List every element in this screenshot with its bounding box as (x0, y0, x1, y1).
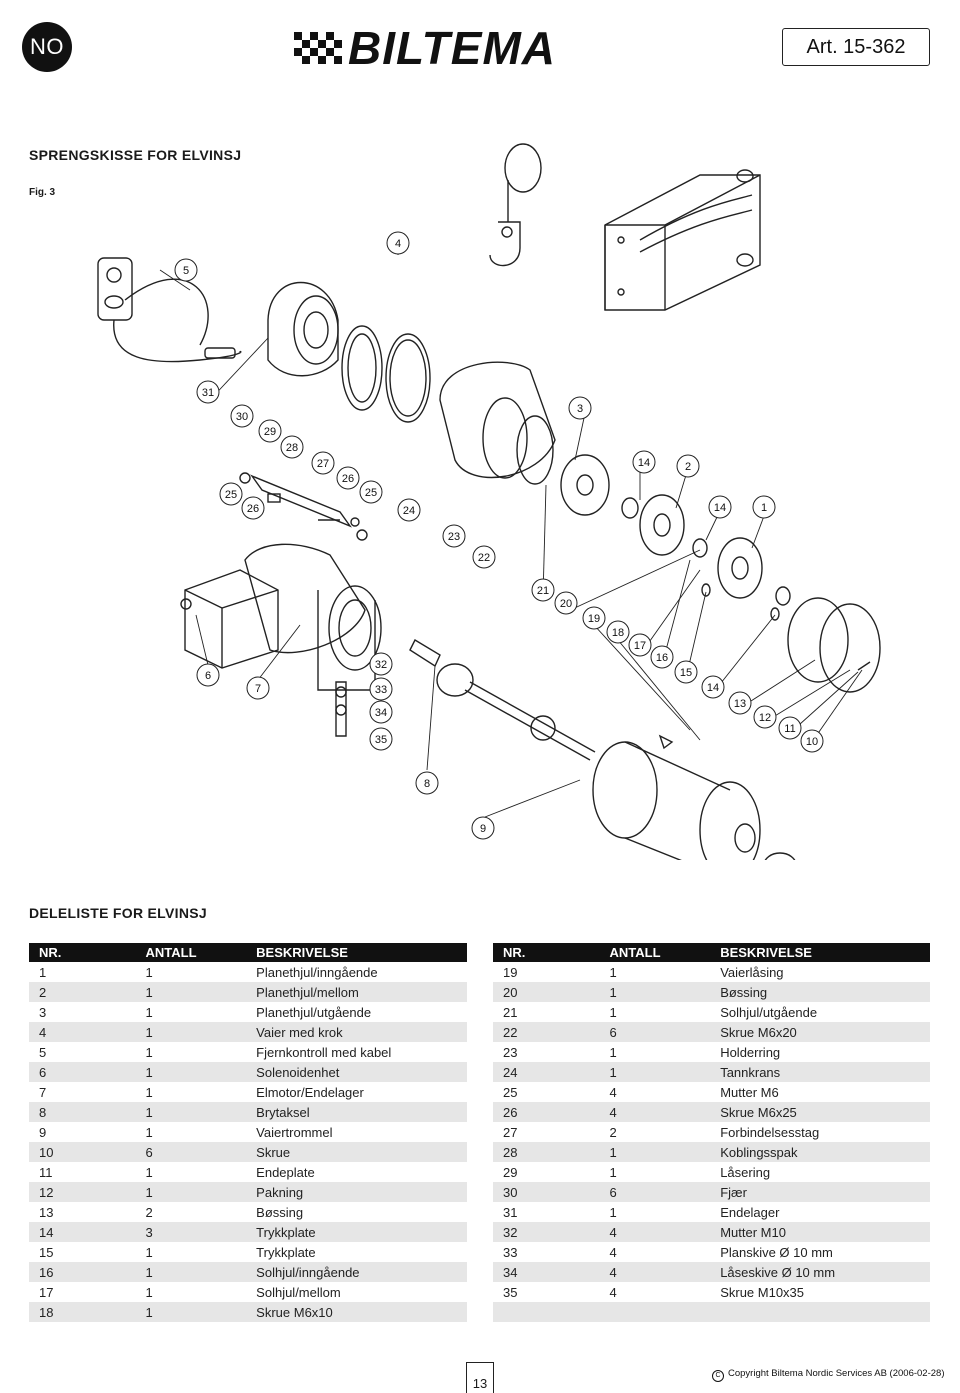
diagram-title: SPRENGSKISSE FOR ELVINSJ (29, 147, 242, 163)
remote-control-part (98, 258, 132, 320)
svg-text:20: 20 (559, 598, 573, 610)
svg-text:29: 29 (263, 426, 277, 438)
page-header (0, 0, 960, 96)
svg-text:5: 5 (182, 265, 190, 277)
cell-nr: 4 (29, 1022, 136, 1042)
cell-quantity: 4 (600, 1102, 711, 1122)
cell-quantity: 3 (136, 1222, 247, 1242)
cell-nr: 14 (29, 1222, 136, 1242)
table-row (493, 1262, 930, 1282)
svg-text:33: 33 (374, 684, 388, 696)
cell-quantity: 6 (600, 1022, 711, 1042)
table-row (29, 1002, 467, 1022)
cell-nr: 26 (493, 1102, 600, 1122)
svg-text:3: 3 (576, 403, 584, 415)
cell-nr: 25 (503, 1084, 518, 1100)
cell-description: Skrue M6x20 (710, 1022, 930, 1042)
table-row (29, 1082, 467, 1102)
parts-table-left (29, 943, 467, 1322)
cell-quantity: 4 (609, 1284, 617, 1300)
table-header-row (493, 943, 930, 962)
page-number: 13 (466, 1362, 494, 1393)
cell-quantity: 1 (136, 1262, 247, 1282)
cell-quantity: 1 (609, 964, 617, 980)
svg-text:31: 31 (201, 387, 215, 399)
cell-description: Mutter M6 (720, 1084, 779, 1100)
callout-18 (607, 621, 629, 643)
svg-text:35: 35 (374, 734, 388, 746)
callout-29 (259, 420, 281, 442)
table-row (493, 1082, 930, 1102)
table-row (493, 1042, 930, 1062)
cell-description: Endeplate (256, 1164, 315, 1180)
table-row (493, 982, 930, 1002)
cell-nr: 10 (29, 1142, 136, 1162)
table-row (29, 1182, 467, 1202)
cell-description: Holderring (720, 1044, 781, 1060)
cell-quantity (600, 1302, 711, 1322)
cell-quantity: 1 (609, 1204, 617, 1220)
table-row (29, 1202, 467, 1222)
svg-text:12: 12 (758, 712, 772, 724)
svg-text:32: 32 (374, 659, 388, 671)
callout-33 (370, 678, 392, 700)
table-row (493, 1202, 930, 1222)
callout-14a (633, 451, 655, 473)
cell-nr: 12 (29, 1182, 136, 1202)
callout-22 (473, 546, 495, 568)
callout-26b (242, 497, 264, 519)
table-row (493, 1142, 930, 1162)
cell-description: Trykkplate (256, 1244, 316, 1260)
table-row (493, 1022, 930, 1042)
cell-description: Solhjul/mellom (256, 1284, 341, 1300)
callout-2 (677, 455, 699, 477)
cell-nr: 8 (29, 1102, 136, 1122)
cell-quantity: 2 (145, 1204, 153, 1220)
callout-26a (337, 467, 359, 489)
callout-32 (370, 653, 392, 675)
cell-nr: 7 (39, 1084, 47, 1100)
cell-nr: 2 (29, 982, 136, 1002)
callout-24 (398, 499, 420, 521)
cell-description: Tannkrans (710, 1062, 930, 1082)
cell-description: Elmotor/Endelager (256, 1084, 364, 1100)
svg-text:7: 7 (254, 683, 262, 695)
callout-12 (754, 706, 776, 728)
exploded-view-diagram (0, 140, 960, 860)
cell-description: Planethjul/mellom (246, 982, 467, 1002)
language-badge: NO (22, 22, 72, 72)
cell-nr: 30 (493, 1182, 600, 1202)
svg-text:13: 13 (733, 698, 747, 710)
cell-description: Vaiertrommel (256, 1124, 333, 1140)
svg-text:1: 1 (760, 502, 768, 514)
callout-16 (651, 646, 673, 668)
callout-14b (709, 496, 731, 518)
callout-9 (472, 817, 494, 839)
callout-11 (779, 717, 801, 739)
cell-description: Skrue (246, 1142, 467, 1162)
cell-quantity: 1 (145, 1284, 153, 1300)
cell-quantity: 1 (145, 1004, 153, 1020)
cell-description: Solhjul/inngående (246, 1262, 467, 1282)
svg-text:25: 25 (364, 487, 378, 499)
cell-description: Brytaksel (246, 1102, 467, 1122)
cell-nr: 27 (503, 1124, 518, 1140)
cell-quantity: 4 (609, 1084, 617, 1100)
cell-nr: 28 (493, 1142, 600, 1162)
cell-description: Skrue M6x10 (246, 1302, 467, 1322)
biltema-logo (290, 22, 670, 74)
svg-text:2: 2 (684, 461, 692, 473)
cell-nr: 23 (503, 1044, 518, 1060)
cell-quantity: 6 (600, 1182, 711, 1202)
cell-description: Koblingsspak (710, 1142, 930, 1162)
table-row (29, 1242, 467, 1262)
callout-25b (360, 481, 382, 503)
cell-description: Planskive Ø 10 mm (720, 1244, 833, 1260)
svg-text:14: 14 (713, 502, 727, 514)
cell-nr: 34 (493, 1262, 600, 1282)
cell-description: Skrue M6x25 (710, 1102, 930, 1122)
svg-text:21: 21 (536, 585, 550, 597)
cell-quantity: 1 (600, 982, 711, 1002)
cell-nr: 33 (503, 1244, 518, 1260)
parts-table-right (493, 943, 930, 1322)
cell-description: Vaier med krok (246, 1022, 467, 1042)
article-number: Art. 15-362 (782, 28, 930, 66)
cell-nr: 6 (29, 1062, 136, 1082)
table-row (493, 1222, 930, 1242)
cell-quantity: 1 (145, 1164, 153, 1180)
svg-text:9: 9 (479, 823, 487, 835)
table-row (29, 982, 467, 1002)
svg-text:26: 26 (341, 473, 355, 485)
callout-30 (231, 405, 253, 427)
cell-description: Låseskive Ø 10 mm (710, 1262, 930, 1282)
callout-8 (416, 772, 438, 794)
cell-nr: 16 (29, 1262, 136, 1282)
copyright-icon: C (712, 1370, 724, 1382)
cell-nr: 19 (503, 964, 518, 980)
callout-10 (801, 730, 823, 752)
table-row (29, 1262, 467, 1282)
table-row (493, 1102, 930, 1122)
table-row (493, 1242, 930, 1262)
cell-description: Fjernkontroll med kabel (256, 1044, 392, 1060)
callout-19 (583, 607, 605, 629)
svg-text:14: 14 (706, 682, 720, 694)
cell-nr: 22 (493, 1022, 600, 1042)
cell-quantity: 1 (136, 1062, 247, 1082)
callout-35 (370, 728, 392, 750)
svg-text:14: 14 (637, 457, 651, 469)
column-header-description: BESKRIVELSE (710, 943, 930, 962)
copyright-notice (712, 1368, 944, 1382)
cell-quantity: 1 (145, 1084, 153, 1100)
table-row (29, 1142, 467, 1162)
svg-text:30: 30 (235, 411, 249, 423)
callout-7 (247, 677, 269, 699)
svg-text:16: 16 (655, 652, 669, 664)
svg-text:4: 4 (394, 238, 402, 250)
column-header-quantity: ANTALL (136, 943, 247, 962)
svg-text:23: 23 (447, 531, 461, 543)
table-header-row (29, 943, 467, 962)
svg-text:25: 25 (224, 489, 238, 501)
cell-quantity: 1 (136, 1102, 247, 1122)
cell-nr (493, 1302, 600, 1322)
cell-quantity: 4 (600, 1222, 711, 1242)
cell-description: Bøssing (256, 1204, 304, 1220)
parts-list-title: DELELISTE FOR ELVINSJ (29, 905, 207, 921)
cell-nr: 31 (503, 1204, 518, 1220)
table-row (493, 1182, 930, 1202)
table-row (493, 1002, 930, 1022)
cell-quantity: 1 (145, 1124, 153, 1140)
callout-1 (753, 496, 775, 518)
cell-nr: 1 (39, 964, 47, 980)
checkered-flag-icon (290, 26, 350, 70)
cell-quantity: 1 (145, 1044, 153, 1060)
cell-nr: 21 (503, 1004, 518, 1020)
cell-nr: 17 (39, 1284, 54, 1300)
cell-description: Skrue M10x35 (720, 1284, 805, 1300)
svg-text:18: 18 (611, 627, 625, 639)
cell-quantity: 1 (609, 1044, 617, 1060)
column-header-description: BESKRIVELSE (246, 943, 467, 962)
cell-quantity: 1 (136, 1302, 247, 1322)
cell-quantity: 2 (609, 1124, 617, 1140)
cell-quantity: 1 (600, 1062, 711, 1082)
table-row-empty (493, 1302, 930, 1322)
svg-text:28: 28 (285, 442, 299, 454)
table-row (493, 1122, 930, 1142)
callout-13 (729, 692, 751, 714)
callout-27 (312, 452, 334, 474)
table-row (29, 1102, 467, 1122)
svg-text:27: 27 (316, 458, 330, 470)
cell-nr: 18 (29, 1302, 136, 1322)
callout-21 (532, 579, 554, 601)
cell-quantity: 1 (136, 1022, 247, 1042)
cell-description: Solenoidenhet (246, 1062, 467, 1082)
table-row (29, 1222, 467, 1242)
cell-description: Bøssing (710, 982, 930, 1002)
cell-description: Pakning (246, 1182, 467, 1202)
callout-34 (370, 701, 392, 723)
cell-nr: 20 (493, 982, 600, 1002)
callout-17 (629, 634, 651, 656)
callout-4 (387, 232, 409, 254)
callout-14c (702, 676, 724, 698)
table-row (29, 1162, 467, 1182)
table-row (493, 962, 930, 982)
svg-text:17: 17 (633, 640, 647, 652)
cell-quantity: 1 (145, 1244, 153, 1260)
cell-quantity: 1 (609, 1004, 617, 1020)
cell-nr: 24 (493, 1062, 600, 1082)
table-row (29, 1022, 467, 1042)
svg-text:11: 11 (784, 723, 796, 735)
table-row (29, 1062, 467, 1082)
table-row (29, 962, 467, 982)
svg-text:19: 19 (587, 613, 601, 625)
copyright-text: Copyright Biltema Nordic Services AB (2006-02-28) (728, 1368, 945, 1379)
callout-20 (555, 592, 577, 614)
cell-quantity: 1 (609, 1164, 617, 1180)
svg-text:15: 15 (679, 667, 693, 679)
callout-6 (197, 664, 219, 686)
callout-25a (220, 483, 242, 505)
table-row (29, 1282, 467, 1302)
cell-nr: 5 (39, 1044, 47, 1060)
callout-23 (443, 525, 465, 547)
cell-quantity: 1 (136, 982, 247, 1002)
cell-description: Planethjul/inngående (256, 964, 378, 980)
cell-nr: 32 (493, 1222, 600, 1242)
svg-text:26: 26 (246, 503, 260, 515)
cell-quantity: 1 (600, 1142, 711, 1162)
callout-31 (197, 381, 219, 403)
cell-quantity: 6 (136, 1142, 247, 1162)
cell-quantity: 4 (600, 1262, 711, 1282)
table-row (29, 1042, 467, 1062)
svg-text:22: 22 (477, 552, 491, 564)
cell-description: Trykkplate (246, 1222, 467, 1242)
svg-text:34: 34 (374, 707, 388, 719)
table-row (29, 1302, 467, 1322)
callout-5 (175, 259, 197, 281)
table-row (493, 1162, 930, 1182)
callout-3 (569, 397, 591, 419)
svg-text:6: 6 (204, 670, 212, 682)
table-row (493, 1062, 930, 1082)
cell-description: Solhjul/utgående (720, 1004, 818, 1020)
cell-description: Låsering (720, 1164, 771, 1180)
table-row (493, 1282, 930, 1302)
cell-description (710, 1302, 930, 1322)
column-header-quantity: ANTALL (600, 943, 711, 962)
cell-description: Planethjul/utgående (256, 1004, 372, 1020)
callout-28 (281, 436, 303, 458)
cell-description: Vaierlåsing (720, 964, 784, 980)
cell-description: Fjær (710, 1182, 930, 1202)
svg-text:8: 8 (423, 778, 431, 790)
cell-nr: 9 (39, 1124, 47, 1140)
callout-15 (675, 661, 697, 683)
cell-nr: 35 (503, 1284, 518, 1300)
cell-nr: 11 (39, 1164, 53, 1180)
cell-nr: 15 (39, 1244, 54, 1260)
cell-nr: 13 (39, 1204, 54, 1220)
table-row (29, 1122, 467, 1142)
svg-text:10: 10 (805, 736, 819, 748)
cell-description: Endelager (720, 1204, 780, 1220)
figure-label: Fig. 3 (29, 187, 56, 198)
cell-quantity: 1 (145, 964, 153, 980)
column-header-nr: NR. (29, 943, 136, 962)
cell-quantity: 1 (136, 1182, 247, 1202)
brand-name: BILTEMA (348, 22, 557, 74)
column-header-nr: NR. (493, 943, 600, 962)
svg-text:24: 24 (402, 505, 416, 517)
cell-description: Forbindelsesstag (720, 1124, 820, 1140)
cell-description: Mutter M10 (710, 1222, 930, 1242)
cell-nr: 3 (39, 1004, 47, 1020)
cell-quantity: 4 (609, 1244, 617, 1260)
cell-nr: 29 (503, 1164, 518, 1180)
